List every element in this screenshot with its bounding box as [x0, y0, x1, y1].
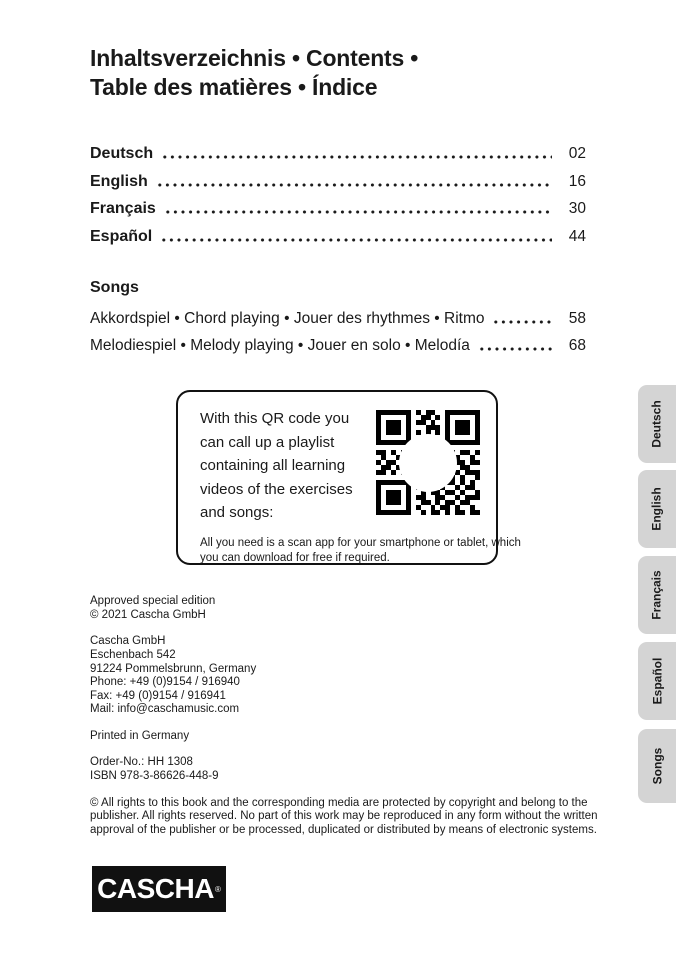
- edition-block: [90, 595, 586, 622]
- dot-leader: [492, 317, 552, 327]
- publisher-address-block: [90, 635, 586, 717]
- dot-leader: [160, 235, 552, 245]
- dot-leader: [478, 344, 552, 354]
- toc-language-list: [90, 140, 586, 251]
- dot-leader: [164, 207, 552, 217]
- mail-line: Mail: info@caschamusic.com: [90, 703, 240, 716]
- printed-in-line: Printed in Germany: [90, 729, 190, 742]
- toc-page-number: 58: [568, 309, 586, 327]
- registered-trademark-symbol: ®: [214, 884, 221, 894]
- toc-row-chord-playing: [90, 305, 586, 333]
- address-line: Eschenbach 542: [90, 648, 176, 661]
- song-label: Melodiespiel • Melody playing • Jouer en solo • Melodía: [90, 337, 470, 355]
- qr-code: [376, 410, 480, 515]
- qr-box-subtext: All you need is a scan app for your smartphone or tablet, which you can download for free if required.: [200, 536, 521, 565]
- qr-box-text: With this QR code you can call up a playlist containing all learning videos of the exercises and songs:: [200, 410, 353, 522]
- toc-page-number: 44: [568, 227, 586, 245]
- toc-songs-list: [90, 305, 586, 360]
- toc-label: Español: [90, 227, 153, 245]
- songs-heading: Songs: [90, 278, 139, 296]
- side-tab-songs: [638, 729, 676, 803]
- side-tab-deutsch: [638, 385, 676, 463]
- edition-line: Approved special edition: [90, 595, 216, 608]
- side-tab-label: Español: [650, 657, 664, 705]
- toc-row-francais: [90, 195, 586, 223]
- copyright-line: © 2021 Cascha GmbH: [90, 608, 206, 621]
- song-label: Akkordspiel • Chord playing • Jouer des rhythmes • Ritmo: [90, 309, 485, 327]
- dot-leader: [161, 152, 552, 162]
- toc-label: Deutsch: [90, 144, 154, 162]
- side-tab-english: [638, 470, 676, 548]
- side-tab-label: Deutsch: [650, 400, 664, 448]
- page-title-line1: Inhaltsverzeichnis • Contents •: [90, 45, 419, 71]
- address-line: Cascha GmbH: [90, 635, 166, 648]
- rights-paragraph: © All rights to this book and the corresponding media are protected by copyright and belong to the publisher. All rights reserved. No part of this work may be reproduced in any form without the written approval of the publisher or be processed, duplicated or distributed by means of electronic systems.: [90, 796, 598, 836]
- toc-page-number: 16: [568, 172, 586, 190]
- side-tab-label: English: [650, 487, 664, 531]
- toc-label: English: [90, 172, 148, 190]
- phone-line: Phone: +49 (0)9154 / 916940: [90, 676, 240, 689]
- side-tab-francais: [638, 556, 676, 634]
- isbn-line: ISBN 978-3-86626-448-9: [90, 770, 219, 783]
- toc-page-number: 02: [568, 144, 586, 162]
- page-title: [90, 44, 586, 102]
- side-tab-espanol: [638, 642, 676, 720]
- toc-page-number: 30: [568, 200, 586, 218]
- toc-row-melody-playing: [90, 332, 586, 360]
- toc-label: Français: [90, 200, 156, 218]
- qr-center-circle: [399, 434, 457, 492]
- toc-row-english: [90, 168, 586, 196]
- cascha-logo: [92, 866, 226, 912]
- toc-page-number: 68: [568, 337, 586, 355]
- address-line: 91224 Pommelsbrunn, Germany: [90, 662, 257, 675]
- fax-line: Fax: +49 (0)9154 / 916941: [90, 689, 226, 702]
- toc-row-deutsch: [90, 140, 586, 168]
- dot-leader: [156, 180, 552, 190]
- cascha-logo-text: CASCHA: [97, 873, 214, 904]
- toc-row-espanol: [90, 223, 586, 251]
- page-content: [90, 0, 598, 850]
- order-number-line: Order-No.: HH 1308: [90, 756, 193, 769]
- side-tab-label: Français: [650, 570, 665, 620]
- side-tab-label: Songs: [649, 747, 664, 785]
- order-block: [90, 756, 586, 783]
- qr-info-box: [176, 390, 521, 565]
- page-title-line2: Table des matières • Índice: [90, 74, 378, 100]
- imprint: [90, 595, 598, 837]
